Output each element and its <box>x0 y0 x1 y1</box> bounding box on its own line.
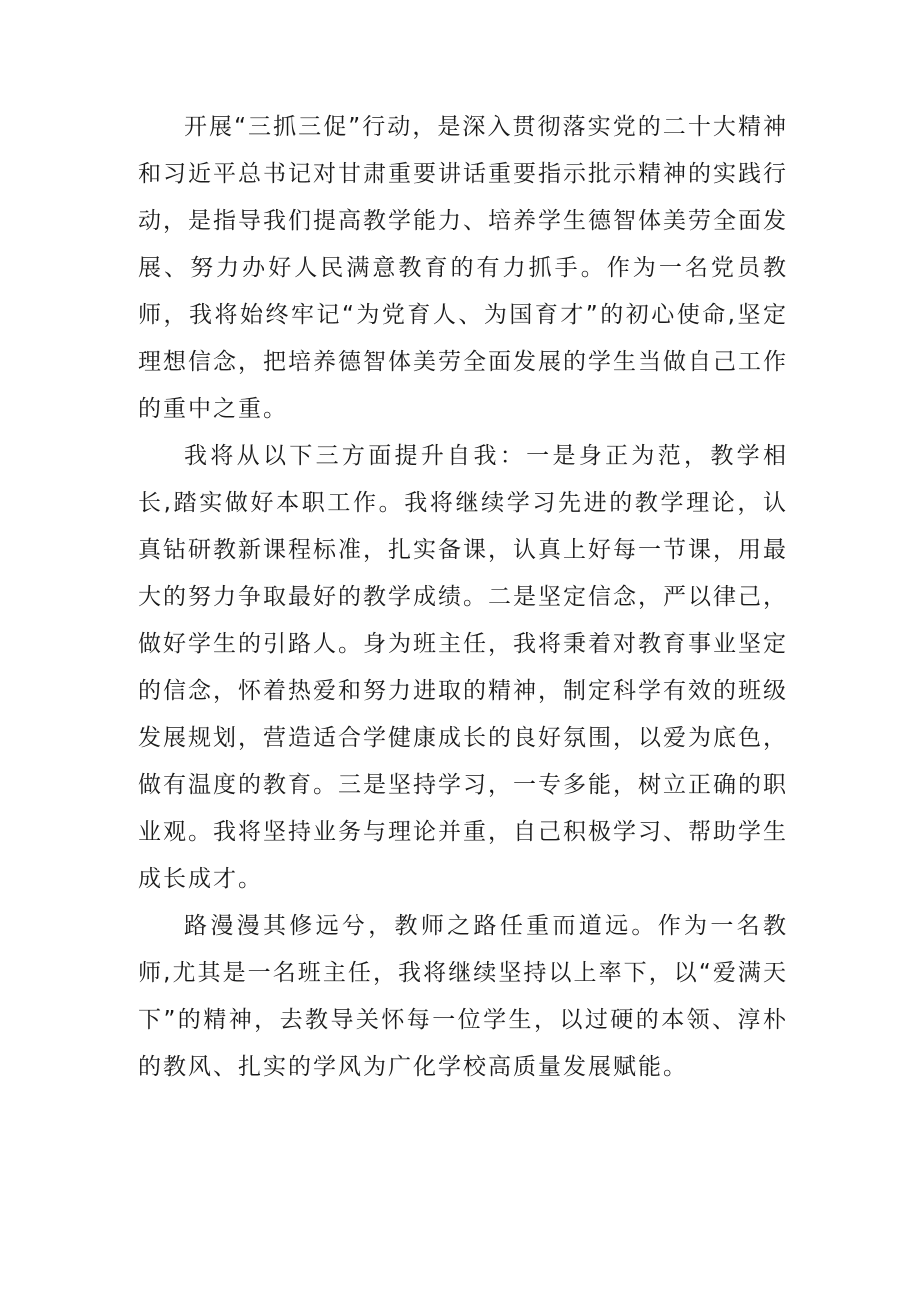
paragraph-1: 开展“三抓三促”行动，是深入贯彻落实党的二十大精神和习近平总书记对甘肃重要讲话重要指示批示精神的实践行动，是指导我们提高教学能力、培养学生德智体美劳全面发展、努力办好人民满意教育的有力抓手。作为一名党员教师，我将始终牢记“为党育人、为国育才”的初心使命,坚定理想信念，把培养德智体美劳全面发展的学生当做自己工作的重中之重。 <box>138 114 788 422</box>
document-body <box>138 104 788 1091</box>
paragraph-2: 我将从以下三方面提升自我：一是身正为范，教学相长,踏实做好本职工作。我将继续学习先进的教学理论，认真钻研教新课程标准，扎实备课，认真上好每一节课，用最大的努力争取最好的教学成绩。二是坚定信念，严以律己，做好学生的引路人。身为班主任，我将秉着对教育事业坚定的信念，怀着热爱和努力进取的精神，制定科学有效的班级发展规划，营造适合学健康成长的良好氛围，以爱为底色，做有温度的教育。三是坚持学习，一专多能，树立正确的职业观。我将坚持业务与理论并重，自己积极学习、帮助学生成长成才。 <box>138 443 788 892</box>
paragraph-3: 路漫漫其修远兮，教师之路任重而道远。作为一名教师,尤其是一名班主任，我将继续坚持以上率下，以“爱满天下”的精神，去教导关怀每一位学生，以过硬的本领、淳朴的教风、扎实的学风为广化学校高质量发展赋能。 <box>138 913 788 1080</box>
